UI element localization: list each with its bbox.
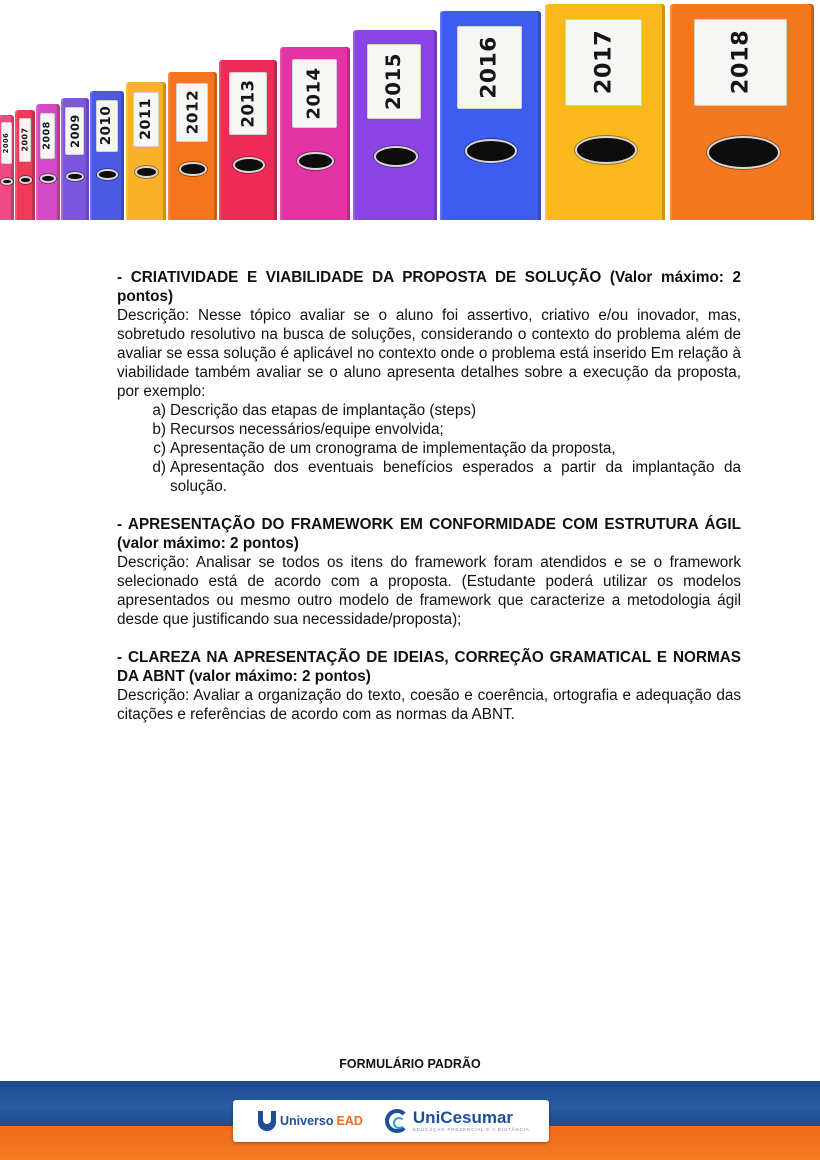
section-description: Descrição: Avaliar a organização do texto, coesão e coerência, ortografia e adequação das citações e referências de acordo com as normas da ABNT. <box>117 687 741 723</box>
list-item <box>117 458 741 496</box>
binder-ring-hole <box>68 174 82 180</box>
binder-label <box>40 113 55 159</box>
binder-ring-hole <box>42 176 53 181</box>
binder-2010 <box>90 91 124 220</box>
section-framework <box>117 515 741 629</box>
list-item-text: Apresentação de um cronograma de implementação da proposta, <box>170 440 616 457</box>
section-title: - CRIATIVIDADE E VIABILIDADE DA PROPOSTA DE SOLUÇÃO (Valor máximo: 2 pontos) <box>117 269 741 305</box>
binder-year: 2017 <box>590 30 617 95</box>
list-item-text: Recursos necessários/equipe envolvida; <box>170 421 444 438</box>
binder-ring-hole <box>467 141 515 161</box>
binder-2015 <box>353 30 437 220</box>
binder-ring-hole <box>3 180 11 183</box>
binder-label <box>19 118 32 162</box>
binder-label <box>96 100 118 152</box>
footer-title: FORMULÁRIO PADRÃO <box>339 1057 481 1071</box>
binder-year: 2011 <box>137 98 154 141</box>
section-criatividade <box>117 268 741 496</box>
binder-year: 2010 <box>99 105 115 146</box>
binder-ring-hole <box>181 164 204 174</box>
section-clareza <box>117 648 741 724</box>
list-item <box>117 420 741 439</box>
list-item <box>117 401 741 420</box>
binder-year: 2012 <box>183 89 202 135</box>
universo-u-icon <box>258 1111 276 1131</box>
logo-text-ead: EAD <box>336 1114 363 1128</box>
footer-logos <box>233 1100 549 1142</box>
binder-ring-hole <box>137 168 157 176</box>
binder-year: 2009 <box>67 114 82 148</box>
binder-label <box>229 72 267 136</box>
document-body <box>117 268 741 743</box>
binder-label <box>565 19 643 105</box>
binder-year: 2014 <box>303 67 325 120</box>
binder-label <box>176 83 208 142</box>
binder-2018 <box>670 4 814 220</box>
binder-year: 2016 <box>476 36 502 99</box>
list-item <box>117 439 741 458</box>
binder-label <box>694 19 787 105</box>
binder-2009 <box>61 98 89 220</box>
binder-year: 2013 <box>238 79 258 128</box>
logo-tagline: EDUCAÇÃO PRESENCIAL E A DISTÂNCIA <box>412 1127 530 1132</box>
list-item-text: Apresentação dos eventuais benefícios esperados a partir da implantação da solução. <box>170 459 741 495</box>
binder-2014 <box>280 47 350 220</box>
binder-label <box>1 122 12 164</box>
binder-ring-hole <box>299 154 333 168</box>
binder-label <box>65 107 83 156</box>
logo-text-universo: Universo <box>280 1114 334 1128</box>
unicesumar-c-icon <box>385 1109 409 1133</box>
binder-label <box>133 92 159 147</box>
header-banner <box>0 0 820 220</box>
binder-ring-hole <box>21 178 30 182</box>
binder-2008 <box>36 104 60 220</box>
binder-year: 2018 <box>727 30 754 95</box>
unicesumar-logo <box>385 1109 530 1133</box>
binder-2013 <box>219 60 277 220</box>
section-description: Descrição: Nesse tópico avaliar se o aluno foi assertivo, criativo e/ou inovador, mas, sobretudo resolutivo na busca de soluções, considerando o contexto do problema além de avaliar se essa solução é aplicável no contexto onde o problema está inserido Em relação à viabilidade também avaliar se o aluno apresenta detalhes sobre a execução da proposta, por exemplo: <box>117 307 741 400</box>
logo-text-unicesumar: UniCesumar <box>412 1108 514 1127</box>
binder-ring-hole <box>709 138 778 167</box>
list-marker: d) <box>152 459 166 476</box>
binder-2007 <box>15 110 35 220</box>
section-title: - APRESENTAÇÃO DO FRAMEWORK EM CONFORMIDADE COM ESTRUTURA ÁGIL (valor máximo: 2 pontos) <box>117 516 741 552</box>
binder-year: 2006 <box>2 132 11 154</box>
list-marker: a) <box>152 402 166 419</box>
section-description: Descrição: Analisar se todos os itens do framework foram atendidos e se o framework selecionado está de acordo com a proposta. (Estudante poderá utilizar os modelos apresentados ou mesmo outro modelo de framework que caracterize a metodologia ágil desde que justificando sua necessidade/proposta); <box>117 554 741 628</box>
binder-2011 <box>126 82 167 220</box>
list-item-text: Descrição das etapas de implantação (steps) <box>170 402 477 419</box>
criteria-list <box>117 401 741 496</box>
binder-ring-hole <box>235 159 263 171</box>
binder-year: 2015 <box>382 53 406 110</box>
binder-ring-hole <box>577 138 635 162</box>
binder-year: 2007 <box>20 127 30 152</box>
binder-2016 <box>440 11 540 220</box>
binder-label <box>457 26 522 110</box>
binder-year: 2008 <box>42 121 54 150</box>
binder-label <box>367 44 421 120</box>
binder-label <box>292 59 337 128</box>
binder-2006 <box>0 115 14 220</box>
universo-ead-logo <box>258 1111 363 1131</box>
binder-ring-hole <box>376 148 416 165</box>
list-marker: c) <box>153 440 166 457</box>
binder-ring-hole <box>99 171 115 178</box>
section-title: - CLAREZA NA APRESENTAÇÃO DE IDEIAS, CORREÇÃO GRAMATICAL E NORMAS DA ABNT (valor máximo: 2 pontos) <box>117 649 741 685</box>
list-marker: b) <box>152 421 166 438</box>
binder-2017 <box>545 4 665 220</box>
binder-2012 <box>168 72 217 220</box>
